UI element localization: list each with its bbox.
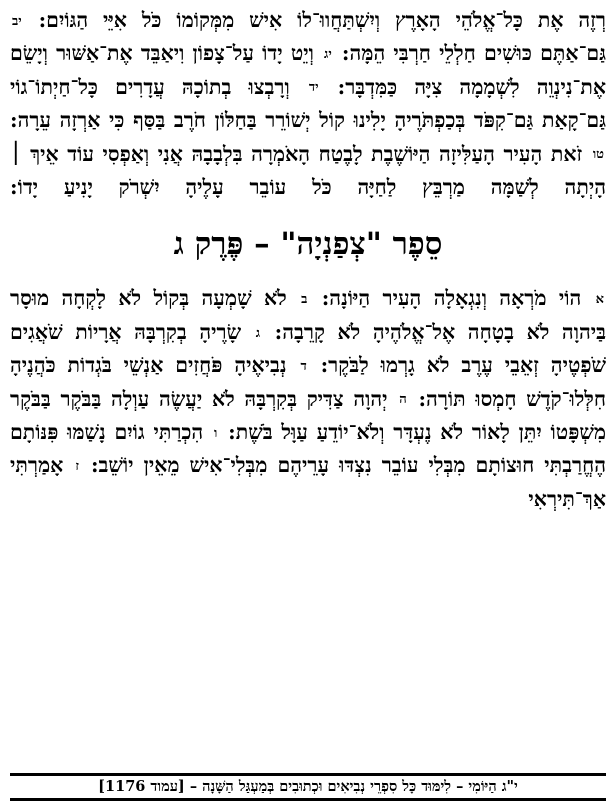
- verse-number: יד: [308, 80, 319, 96]
- verse-text: אָמַרְתִּי אַךְ־תִּירְאִי: [10, 453, 606, 511]
- verse-text: גַּם־אַתֶּם כּוּשִׁים חַלְלֵי חַרְבִּי הֵמָּה:: [333, 41, 606, 66]
- chapter-heading: סֵפֶר "צְפַנְיָה" – פֶּרֶק ג: [173, 226, 443, 263]
- verse-number: ז: [75, 459, 79, 475]
- paragraph-text: [10, 282, 606, 516]
- nahum-continuation-paragraph: [10, 4, 606, 204]
- verse-text: וְיֵט יָדוֹ עַל־צָפוֹן וִיאַבֵּד אֶת־אַשּׁוּר וְיָשֵׂם אֶת־נִינְוֵה לִשְׁמָמָה צִיָּה כַּמִּדְבָּר:: [10, 41, 606, 99]
- verse-number: ג: [255, 325, 261, 341]
- verse-number: ה: [399, 392, 407, 408]
- verse-number: ב: [301, 292, 308, 308]
- verse-text: רְזֶה אֶת כָּל־אֱלֹהֵי הָאָרֶץ וְיִשְׁתַּחֲווּ־לוֹ אִישׁ מִמְּקוֹמוֹ כֹּל אִיֵּי הַגּוֹיִם:: [23, 8, 606, 32]
- verse-text: זֹאת הָעִיר הָעַלִּיזָה הַיּוֹשֶׁבֶת לָבֶטַח הָאֹמְרָה בִּלְבָבָהּ אֲנִי וְאַפְסִי עוֹד אֵיךְ ׀ הָיְתָה לְשַׁמָּה מַרְבֵּץ לַחַיָּה כֹּל עוֹבֵר עָלֶיהָ יִשְׁרֹק יָנִיעַ יָדוֹ:: [10, 141, 606, 200]
- verse-text: וְרָבְצוּ בְתוֹכָהּ עֲדָרִים כָּל־חַיְתוֹ־גוֹי גַּם־קָאַת גַּם־קִפֹּד בְּכַפְתֹּרֶיהָ יָלִינוּ קוֹל יְשׁוֹרֵר בַּחַלּוֹן חֹרֶב בַּסַּף כִּי אַרְזָה עֵרָה:: [10, 74, 606, 133]
- verse-number: יג: [324, 47, 332, 63]
- verse-text: לֹא שָׁמְעָה בְּקוֹל לֹא לָקְחָה מוּסָר בַּיהוָה לֹא בָטָחָה אֶל־אֱלֹהֶיהָ לֹא קָרֵבָה:: [10, 286, 607, 344]
- page-spacer: [10, 516, 606, 800]
- verse-number: ד: [300, 358, 307, 374]
- verse-text: נְבִיאֶיהָ פֹּחֲזִים אַנְשֵׁי בֹּגְדוֹת כֹּהֲנֶיהָ חִלְּלוּ־קֹדֶשׁ חָמְסוּ תּוֹרָה:: [10, 353, 607, 411]
- zephaniah-chapter-3-paragraph: [10, 282, 606, 516]
- verse-number: א: [595, 292, 604, 308]
- verse-number: טו: [592, 147, 604, 163]
- page-footer: [0, 774, 616, 800]
- verse-number: ו: [214, 425, 218, 441]
- verse-text: הִכְרַתִּי גוֹיִם נָשַׁמּוּ פִּנּוֹתָם הֶחֱרַבְתִּי חוּצוֹתָם מִבְּלִי עוֹבֵר נִצְדּוּ עָרֵיהֶם מִבְּלִי־אִישׁ מֵאֵין יוֹשֵׁב:: [10, 420, 607, 478]
- footer-text: י"ג הַיּוֹמִי – לִימּוּד כָּל סִפְרֵי נְבִיאִים וּכְתוּבִים בְּמַעְגַּל הַשָּׁנָה – [עמוד 1176]: [10, 773, 606, 801]
- verse-text: שָׂרֶיהָ בְקִרְבָּהּ אֲרָיוֹת שֹׁאֲגִים שֹׁפְטֶיהָ זְאֵבֵי עֶרֶב לֹא גָרְמוּ לַבֹּקֶר:: [10, 319, 606, 378]
- verse-text: הוֹי מֹרְאָה וְנִגְאָלָה הָעִיר הַיּוֹנָה:: [309, 286, 594, 311]
- verse-text: יְהוָה צַדִּיק בְּקִרְבָּהּ לֹא יַעֲשֶׂה עַוְלָה בַּבֹּקֶר בַּבֹּקֶר מִשְׁפָּטוֹ יִתֵּן לָאוֹר לֹא נֶעְדָּר וְלֹא־יוֹדֵעַ עַוָּל בֹּשֶׁת:: [10, 386, 607, 445]
- verse-number: יב: [12, 13, 22, 29]
- paragraph-text: [10, 4, 606, 204]
